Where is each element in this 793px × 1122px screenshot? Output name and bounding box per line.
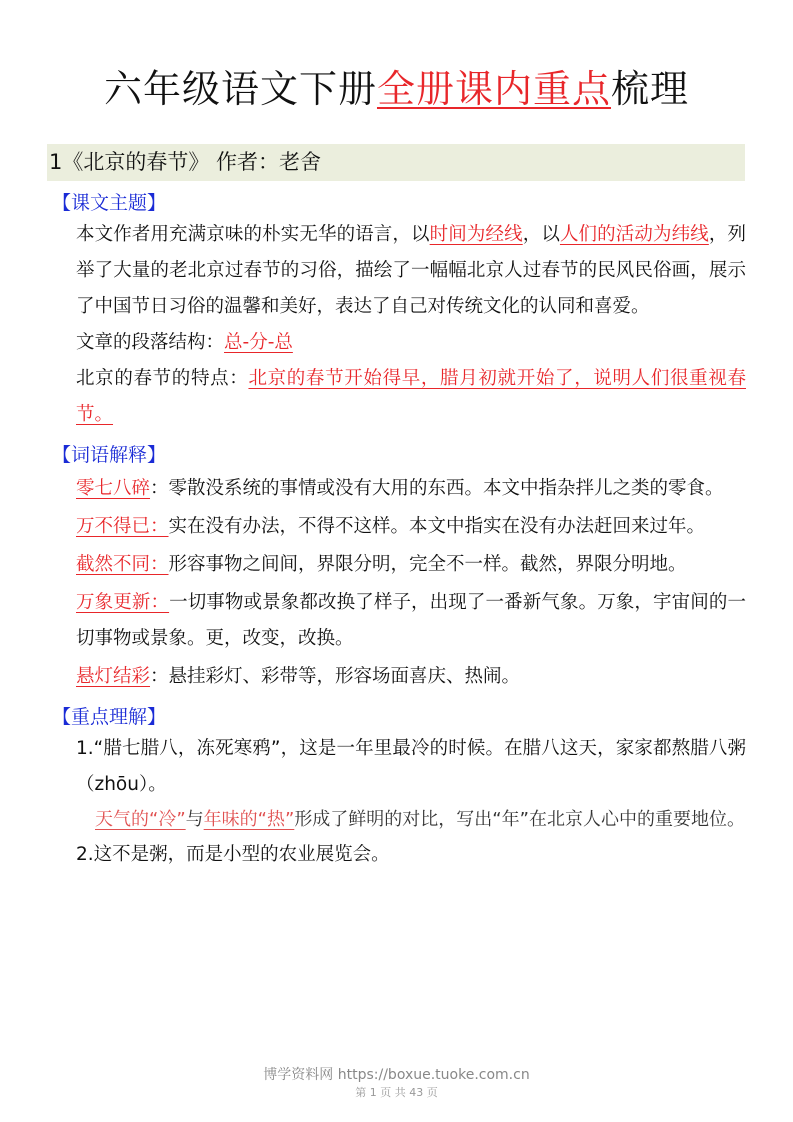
highlight-text: 天气的“冷”	[95, 809, 186, 830]
footer-site: 博学资料网 https://boxue.tuoke.com.cn	[263, 1067, 530, 1083]
word-term: 万象更新：	[76, 592, 170, 613]
word-term: 万不得已：	[76, 516, 169, 537]
text: ，以	[522, 224, 560, 245]
page-title	[0, 58, 793, 113]
text: 形成了鲜明的对比，写出“年”在北京人心中的重要地位。	[294, 809, 745, 830]
text: 与	[185, 809, 204, 830]
word-def: 实在没有办法，不得不这样。本文中指实在没有办法赶回来过年。	[168, 516, 706, 537]
highlight-text: 人们的活动为纬线	[559, 224, 709, 245]
title-main: 六年级语文下册	[103, 67, 377, 111]
section-key: 【重点理解】	[52, 706, 167, 728]
theme-paragraph	[76, 217, 746, 325]
word-term: 截然不同：	[76, 554, 169, 575]
text: 本文作者用充满京味的朴实无华的语言，以	[76, 224, 430, 245]
title-highlight: 全册课内重点	[376, 67, 611, 111]
structure-line	[76, 325, 746, 361]
highlight-text: 总-分-总	[224, 332, 293, 353]
section-theme: 【课文主题】	[52, 192, 167, 214]
page-number: 第 1 页 共 43 页	[355, 1086, 438, 1099]
word-def: ：悬挂彩灯、彩带等，形容场面喜庆、热闹。	[150, 666, 521, 687]
word-entry	[76, 509, 746, 545]
word-def: ：零散没系统的事情或没有大用的东西。本文中指杂拌儿之类的零食。	[150, 478, 724, 499]
label: 北京的春节的特点：	[76, 368, 249, 389]
label: 文章的段落结构：	[76, 332, 225, 353]
word-def: 形容事物之间间，界限分明，完全不一样。截然，界限分明地。	[168, 554, 687, 575]
lesson-header: 1《北京的春节》 作者：老舍	[47, 144, 745, 181]
feature-line	[76, 361, 746, 433]
word-term: 悬灯结彩	[76, 666, 151, 687]
key-note	[95, 803, 745, 837]
title-suffix: 梳理	[611, 67, 690, 111]
key-item-2: 2.这不是粥，而是小型的农业展览会。	[76, 844, 390, 865]
highlight-text: 年味的“热”	[203, 809, 295, 830]
word-entry	[76, 585, 746, 657]
word-def: 一切事物或景象都改换了样子，出现了一番新气象。万象，宇宙间的一切事物或景象。更，改变，改换。	[76, 592, 746, 649]
section-words: 【词语解释】	[52, 444, 167, 466]
content	[0, 144, 793, 873]
word-entry	[76, 471, 746, 507]
word-entry	[76, 659, 746, 695]
highlight-text: 北京的春节开始得早，腊月初就开始了，说明人们很重视春节。	[76, 368, 746, 425]
key-item-1: 1.“腊七腊八，冻死寒鸦”，这是一年里最冷的时候。在腊八这天，家家都熬腊八粥（zhōu）。	[76, 738, 746, 795]
word-term: 零七八碎	[76, 478, 151, 499]
word-entry	[76, 547, 746, 583]
footer	[0, 1066, 793, 1100]
highlight-text: 时间为经线	[429, 224, 523, 245]
text: ，列举了大量的老北京过春节的习俗，描绘了一幅幅北京人过春节的民风民俗画，展示了中国节日习俗的温馨和美好，表达了自己对传统文化的认同和喜爱。	[76, 224, 746, 317]
